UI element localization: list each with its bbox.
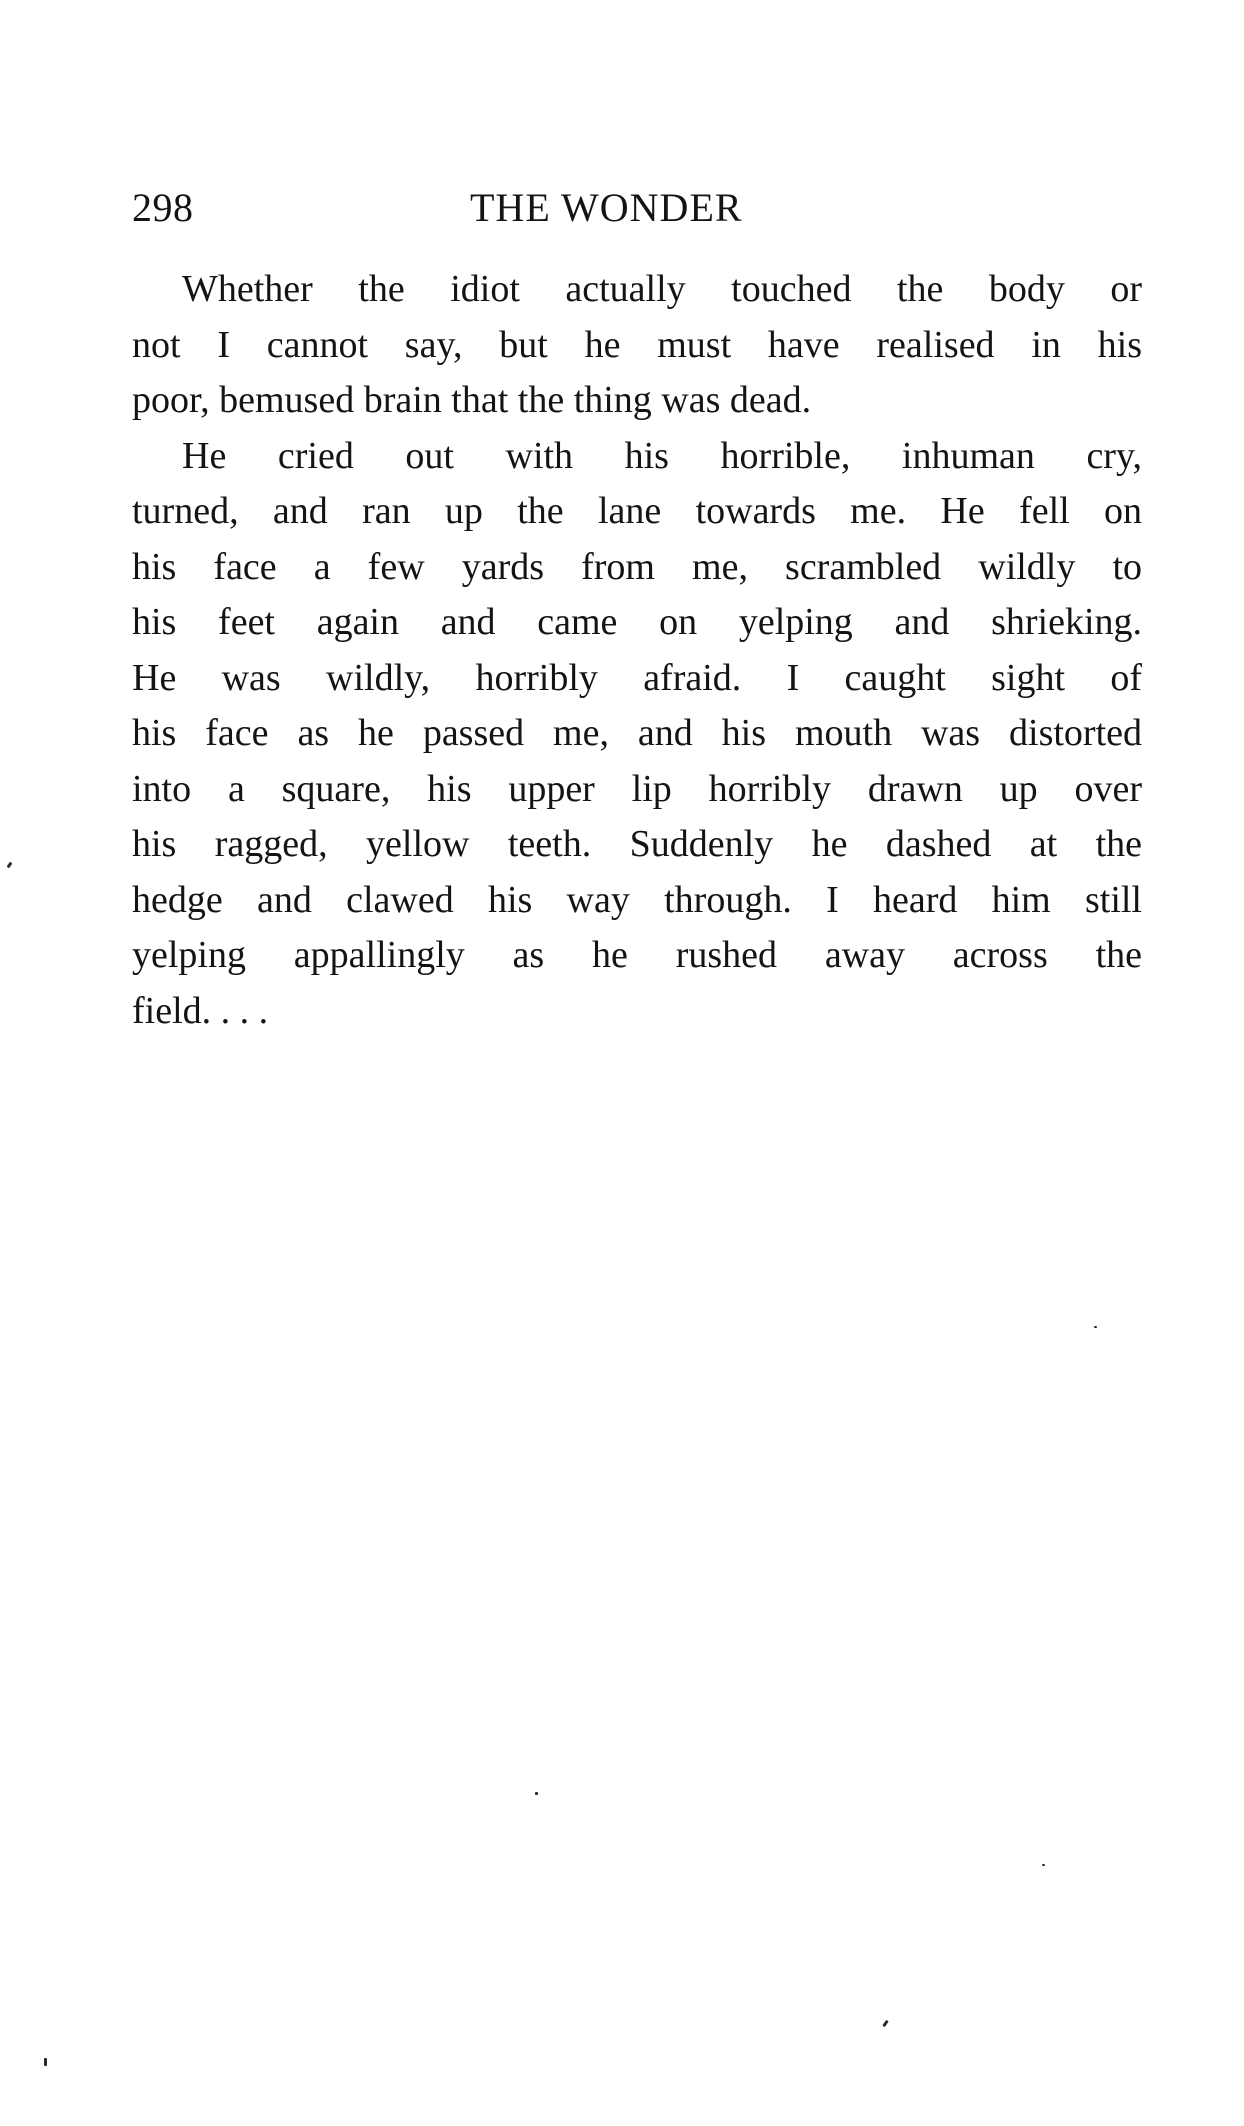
scan-speck bbox=[7, 862, 13, 869]
body-text bbox=[132, 262, 1142, 1039]
paragraph-line: his feet again and came on yelping and shrieking. bbox=[132, 601, 1142, 643]
running-title: THE WONDER bbox=[470, 185, 743, 230]
running-head bbox=[132, 178, 1142, 238]
page-number: 298 bbox=[132, 185, 194, 230]
paragraph-line: yelping appallingly as he rushed away across the bbox=[132, 934, 1142, 976]
scan-speck bbox=[882, 2020, 888, 2027]
paragraph-line: He was wildly, horribly afraid. I caught sight of bbox=[132, 656, 1142, 699]
paragraph-line: poor, bemused brain that the thing was dead. bbox=[132, 379, 812, 421]
paragraph-line: into a square, his upper lip horribly drawn up over bbox=[132, 767, 1142, 810]
paragraph-line: his face a few yards from me, scrambled wildly to bbox=[132, 545, 1142, 588]
paragraph-line: turned, and ran up the lane towards me. He fell on bbox=[132, 490, 1142, 532]
scan-speck bbox=[1042, 1864, 1045, 1866]
paragraph-line: his face as he passed me, and his mouth was distorted bbox=[132, 712, 1142, 754]
paragraph-line: his ragged, yellow teeth. Suddenly he dashed at the bbox=[132, 823, 1142, 865]
paragraph-line: hedge and clawed his way through. I heard him still bbox=[132, 878, 1142, 921]
scan-speck bbox=[1094, 1326, 1097, 1328]
paragraph-line: Whether the idiot actually touched the body or bbox=[182, 268, 1142, 310]
paragraph-line: not I cannot say, but he must have realised in his bbox=[132, 323, 1142, 366]
paragraph-1 bbox=[132, 262, 1142, 429]
paragraph-line: He cried out with his horrible, inhuman cry, bbox=[182, 434, 1142, 477]
paragraph-line: field. . . . bbox=[132, 989, 269, 1032]
scan-speck bbox=[44, 2058, 47, 2066]
scan-speck bbox=[535, 1792, 538, 1795]
paragraph-2 bbox=[132, 429, 1142, 1040]
